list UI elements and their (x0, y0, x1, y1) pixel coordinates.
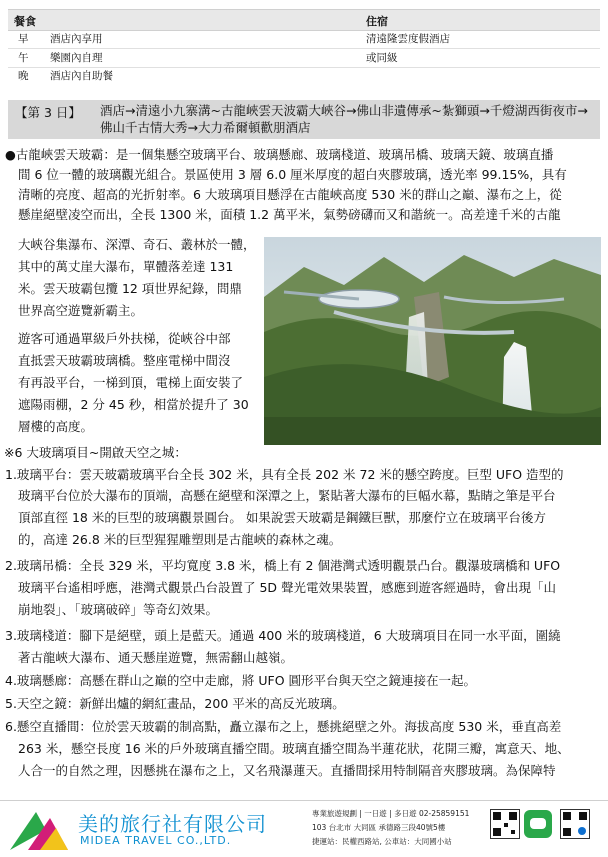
transit-info: 捷運站：民權西路站, 公車站：大同國小站 (312, 837, 452, 846)
meal-time: 晚 (18, 70, 29, 82)
meal-row-breakfast (8, 30, 600, 47)
intro-line: 懸崖絕壁凌空而出，全長 1300 米，面積 1.2 萬平米，氣勢磅礴而又和諧統一。高差達千米的古龍 (18, 207, 561, 222)
intro-line: 間 6 位一體的玻璃觀光組合。景區使用 3 層 6.0 厘米厚度的超白夾膠玻璃，透光率 99.15%，具有 (18, 167, 567, 182)
hotel-name: 清遠隆雲度假酒店 (366, 33, 450, 45)
day-route: 酒店→清遠小九寨溝~古龍峽雲天波霸大峽谷→佛山非遺傳承~紮獅頭→千燈湖西街夜市→佛山千古情大秀→大力希爾頓歡朋酒店 (100, 103, 588, 135)
item-line: 4.玻璃懸廊：高懸在群山之巔的空中走廊，將 UFO 圓形平台與天空之鏡連接在一起。 (5, 673, 477, 688)
item-line: 玻璃平台遙相呼應，港灣式觀景凸台設置了 5D 聲光電效果裝置，感應到遊客經過時，會出現「山 (18, 580, 557, 595)
item-line: 頂部直徑 18 米的巨型的玻璃觀景圓台。 如果說雲天玻霸是鋼鐵巨獸，那麼佇立在玻璃平台後方 (18, 510, 546, 525)
company-logo-icon (6, 806, 72, 854)
section-title: ※6 大玻璃項目~開啟天空之城： (4, 445, 187, 460)
glass-bridge-photo (264, 237, 601, 445)
qr-code-icon[interactable] (490, 809, 520, 839)
item-line: 6.懸空直播間：位於雲天玻霸的制高點，矗立瀑布之上，懸挑絕壁之外。海拔高度 530 米，垂直高差 (5, 719, 562, 734)
wrap-line: 遮陽雨棚，2 分 45 秒，相當於提升了 30 (18, 397, 249, 412)
company-contact: 專業旅遊規劃 | 一日遊 | 多日遊 02-25859151 (312, 809, 470, 818)
wrap-line: 遊客可通過單級戶外扶梯，從峽谷中部 (18, 331, 231, 346)
item-line: 5.天空之鏡：新鮮出爐的網紅畫品，200 平米的高反光玻璃。 (5, 696, 345, 711)
item-line: 263 米，懸空長度 16 米的戶外玻璃直播空間。玻璃直播空間為半蓮花狀，花開三瓣，寓意天、地、 (18, 741, 570, 756)
meal-row-lunch (8, 49, 600, 66)
wrap-line: 大峽谷集瀑布、深潭、奇石、叢林於一體， (18, 237, 256, 252)
stay-header-label: 住宿 (366, 15, 388, 28)
item-line: 2.玻璃吊橋：全長 329 米，平均寬度 3.8 米，橋上有 2 個港灣式透明觀景凸台。觀瀑玻璃橋和 UFO (5, 558, 561, 573)
item-line: 著古龍峽大瀑布、通天懸崖遊覽，無需翻山越嶺。 (18, 650, 294, 665)
day-label: 【第 3 日】 (15, 105, 81, 120)
line-app-icon[interactable] (523, 809, 553, 839)
meal-row-dinner (8, 67, 600, 84)
company-address: 103 台北市 大同區 承德路三段40號5樓 (312, 823, 446, 832)
company-name-en: MIDEA TRAVEL CO.,LTD. (80, 834, 232, 847)
wrap-line: 米。雲天玻霸包攬 12 項世界紀錄，問鼎 (18, 281, 242, 296)
meal-desc: 酒店內享用 (50, 33, 103, 45)
hotel-alt: 或同級 (366, 52, 398, 64)
meal-time: 午 (18, 52, 29, 64)
qr-code-icon[interactable] (560, 809, 590, 839)
item-line: 1.玻璃平台：雲天玻霸玻璃平台全長 302 米，具有全長 202 米 72 米的懸空跨度。巨型 UFO 造型的 (5, 467, 564, 482)
item-line: 3.玻璃棧道：腳下是絕壁，頭上是藍天。通過 400 米的玻璃棧道，6 大玻璃項目在同一水平面，圍繞 (5, 628, 561, 643)
item-line: 人合一的自然之理，因懸挑在瀑布之上，又名飛瀑蓮天。直播間採用特制隔音夾膠玻璃。為保障特 (18, 763, 556, 778)
meal-time: 早 (18, 33, 29, 45)
wrap-line: 直抵雲天玻霸玻璃橋。整座電梯中間沒 (18, 353, 231, 368)
wrap-line: 有再設平台，一梯到頂，電梯上面安裝了 (18, 375, 244, 390)
intro-line: 清晰的亮度、超高的光折射率。6 大玻璃項目懸浮在古龍峽高度 530 米的群山之巔、瀑布之上，從 (18, 187, 562, 202)
intro-line: ●古龍峽雲天玻霸：是一個集懸空玻璃平台、玻璃懸廊、玻璃棧道、玻璃吊橋、玻璃天鏡、玻璃直播 (5, 147, 554, 162)
item-line: 的，高達 26.8 米的巨型猩猩雕塑則是古龍峽的森林之魂。 (18, 532, 342, 547)
meals-table-header (8, 9, 600, 31)
meals-header-label: 餐食 (14, 15, 36, 28)
wrap-line: 世界高空遊覽新霸主。 (18, 303, 144, 318)
company-name-cn: 美的旅行社有限公司 (78, 812, 267, 836)
wrap-line: 層樓的高度。 (18, 419, 94, 434)
item-line: 玻璃平台位於大瀑布的頂端，高懸在絕壁和深潭之上，緊貼著大瀑布的巨幅水幕，點睛之筆是平台 (18, 488, 556, 503)
footer-divider (0, 800, 608, 801)
item-line: 崩地裂」、「玻璃破碎」等奇幻效果。 (18, 602, 219, 617)
meal-desc: 樂園內自理 (50, 52, 103, 64)
meal-desc: 酒店內自助餐 (50, 70, 113, 82)
wrap-line: 其中的萬丈崖大瀑布，單體落差達 131 (18, 259, 234, 274)
